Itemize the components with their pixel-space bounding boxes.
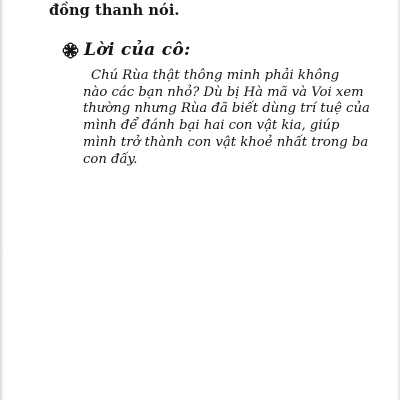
body-line: thường nhưng Rùa đã biết dùng trí tuệ của bbox=[83, 101, 370, 117]
body-line: mình trở thành con vật khoẻ nhất trong ba bbox=[83, 134, 369, 150]
body-line: con đấy. bbox=[83, 151, 138, 167]
page-edge-left bbox=[0, 0, 4, 400]
previous-paragraph-end: đồng thanh nói. bbox=[49, 2, 180, 19]
flower-icon bbox=[62, 42, 79, 59]
body-line: mình để đánh bại hai con vật kia, giúp bbox=[83, 118, 340, 134]
section-heading-text: Lời của cô: bbox=[84, 40, 191, 60]
body-line: Chú Rùa thật thông minh phải không bbox=[91, 68, 340, 83]
section-heading bbox=[62, 40, 191, 60]
section-body bbox=[83, 68, 383, 168]
body-line: nào các bạn nhỏ? Dù bị Hà mã và Voi xem bbox=[83, 84, 364, 100]
